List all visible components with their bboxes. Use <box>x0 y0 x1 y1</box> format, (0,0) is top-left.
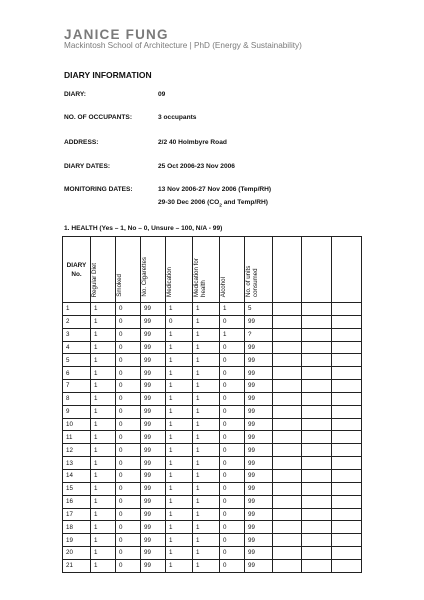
table-row <box>63 328 362 341</box>
table-cell: 1 <box>91 431 116 444</box>
table-cell: 1 <box>193 367 220 380</box>
table-cell: 99 <box>141 431 166 444</box>
table-cell: 1 <box>193 457 220 470</box>
empty-cell <box>302 482 332 495</box>
table-cell: 99 <box>141 444 166 457</box>
empty-cell <box>332 482 362 495</box>
empty-cell <box>302 367 332 380</box>
table-cell: 1 <box>220 328 245 341</box>
diary-number-cell: 11 <box>63 431 91 444</box>
table-cell: 1 <box>91 392 116 405</box>
table-cell: 99 <box>141 328 166 341</box>
table-cell: 1 <box>166 303 193 316</box>
table-cell: 0 <box>116 328 141 341</box>
table-cell: 99 <box>245 315 273 328</box>
table-cell: 0 <box>116 444 141 457</box>
table-cell: 99 <box>245 341 273 354</box>
table-cell: 1 <box>91 380 116 393</box>
table-row <box>63 315 362 328</box>
table-cell: 1 <box>166 354 193 367</box>
table-cell: 0 <box>116 457 141 470</box>
table-cell: 99 <box>141 418 166 431</box>
column-header: Medication for health <box>193 237 220 303</box>
table-cell: 99 <box>245 444 273 457</box>
table-cell: 99 <box>141 521 166 534</box>
table-cell: 1 <box>193 482 220 495</box>
table-cell: 0 <box>116 380 141 393</box>
column-header: Alcohol <box>220 237 245 303</box>
table-row <box>63 508 362 521</box>
table-row <box>63 495 362 508</box>
diary-number-cell: 9 <box>63 405 91 418</box>
table-cell: 1 <box>166 418 193 431</box>
empty-cell <box>302 328 332 341</box>
table-cell: 99 <box>245 547 273 560</box>
table-cell: 99 <box>141 534 166 547</box>
table-cell: 0 <box>166 315 193 328</box>
table-cell: 0 <box>220 431 245 444</box>
table-cell: 1 <box>166 521 193 534</box>
diary-number-cell: 10 <box>63 418 91 431</box>
empty-cell <box>332 534 362 547</box>
diary-dates-value: 25 Oct 2006-23 Nov 2006 <box>158 163 235 170</box>
empty-cell <box>273 418 302 431</box>
empty-cell <box>332 354 362 367</box>
table-cell: 1 <box>193 444 220 457</box>
column-header: Regular Diet <box>91 237 116 303</box>
table-row <box>63 482 362 495</box>
table-cell: 0 <box>220 521 245 534</box>
table-cell: 0 <box>116 341 141 354</box>
table-cell: 99 <box>141 354 166 367</box>
empty-cell <box>332 444 362 457</box>
table-cell: 1 <box>166 328 193 341</box>
table-cell: 0 <box>220 469 245 482</box>
empty-cell <box>332 380 362 393</box>
table-cell: 0 <box>116 431 141 444</box>
table-cell: 0 <box>116 315 141 328</box>
table-body <box>63 303 362 573</box>
table-cell: 1 <box>91 341 116 354</box>
table-cell: 1 <box>166 457 193 470</box>
table-cell: 1 <box>193 405 220 418</box>
table-row <box>63 469 362 482</box>
table-cell: 99 <box>245 482 273 495</box>
diary-no-header: DIARY No. <box>63 237 91 303</box>
author-affiliation: Mackintosh School of Architecture | PhD (Energy & Sustainability) <box>64 41 302 50</box>
empty-cell <box>273 444 302 457</box>
diary-number-cell: 20 <box>63 547 91 560</box>
table-cell: 1 <box>91 495 116 508</box>
empty-cell <box>302 431 332 444</box>
empty-cell <box>273 469 302 482</box>
empty-cell <box>302 469 332 482</box>
table-cell: 99 <box>245 534 273 547</box>
empty-cell <box>302 405 332 418</box>
table-cell: 1 <box>91 482 116 495</box>
table-cell: 0 <box>220 341 245 354</box>
empty-cell <box>302 380 332 393</box>
empty-cell <box>273 457 302 470</box>
table-row <box>63 457 362 470</box>
diary-number-cell: 8 <box>63 392 91 405</box>
table-cell: 1 <box>91 444 116 457</box>
empty-cell <box>273 431 302 444</box>
column-header: No. of units consumed <box>245 237 273 303</box>
table-cell: 1 <box>166 559 193 572</box>
table-cell: 99 <box>245 380 273 393</box>
empty-cell <box>273 328 302 341</box>
empty-cell <box>302 354 332 367</box>
empty-cell <box>273 315 302 328</box>
table-cell: 1 <box>166 482 193 495</box>
table-cell: 0 <box>220 534 245 547</box>
empty-cell <box>302 444 332 457</box>
empty-cell <box>302 303 332 316</box>
empty-cell <box>273 559 302 572</box>
table-cell: 0 <box>220 392 245 405</box>
table-cell: 1 <box>91 328 116 341</box>
table-cell: 99 <box>141 341 166 354</box>
table-cell: 1 <box>91 315 116 328</box>
table-cell: 0 <box>220 367 245 380</box>
empty-cell <box>332 521 362 534</box>
table-cell: 0 <box>220 495 245 508</box>
table-cell: 1 <box>91 469 116 482</box>
diary-number-cell: 5 <box>63 354 91 367</box>
diary-number-cell: 14 <box>63 469 91 482</box>
column-header: No. Cigarettes <box>141 237 166 303</box>
table-cell: 1 <box>193 328 220 341</box>
table-cell: 5 <box>245 303 273 316</box>
table-cell: 0 <box>220 559 245 572</box>
table-cell: 1 <box>193 508 220 521</box>
diary-number-cell: 3 <box>63 328 91 341</box>
table-cell: 99 <box>141 482 166 495</box>
table-cell: 99 <box>141 495 166 508</box>
empty-cell <box>332 328 362 341</box>
table-cell: 1 <box>193 559 220 572</box>
table-cell: 1 <box>193 521 220 534</box>
table-cell: 1 <box>166 392 193 405</box>
table-cell: 0 <box>116 495 141 508</box>
table-cell: 1 <box>166 495 193 508</box>
table-cell: 99 <box>245 367 273 380</box>
empty-column-header <box>302 237 332 303</box>
table-cell: 99 <box>141 303 166 316</box>
diary-number-cell: 15 <box>63 482 91 495</box>
table-cell: 0 <box>220 354 245 367</box>
empty-cell <box>273 482 302 495</box>
table-cell: 99 <box>245 418 273 431</box>
table-cell: 1 <box>166 341 193 354</box>
table-cell: 1 <box>166 534 193 547</box>
table-cell: 0 <box>220 482 245 495</box>
table-cell: 99 <box>141 405 166 418</box>
table-cell: 0 <box>220 418 245 431</box>
table-cell: 99 <box>141 380 166 393</box>
empty-cell <box>332 559 362 572</box>
empty-column-header <box>273 237 302 303</box>
empty-column-header <box>332 237 362 303</box>
table-cell: 0 <box>116 508 141 521</box>
table-cell: 0 <box>116 367 141 380</box>
empty-cell <box>273 354 302 367</box>
table-cell: 1 <box>166 547 193 560</box>
table-cell: 1 <box>91 303 116 316</box>
empty-cell <box>332 457 362 470</box>
table-cell: 0 <box>220 457 245 470</box>
table-row <box>63 367 362 380</box>
diary-dates-label: DIARY DATES: <box>64 163 111 170</box>
table-cell: ? <box>245 328 273 341</box>
table-cell: 0 <box>116 469 141 482</box>
table-cell: 0 <box>116 405 141 418</box>
table-cell: 1 <box>193 418 220 431</box>
table-row <box>63 559 362 572</box>
table-cell: 0 <box>116 354 141 367</box>
table-cell: 1 <box>91 418 116 431</box>
empty-cell <box>332 495 362 508</box>
diary-number-cell: 2 <box>63 315 91 328</box>
table-row <box>63 354 362 367</box>
table-row <box>63 418 362 431</box>
health-section-title: 1. HEALTH (Yes – 1, No – 0, Unsure – 100, N/A - 99) <box>64 225 223 232</box>
table-cell: 1 <box>193 303 220 316</box>
empty-cell <box>332 303 362 316</box>
monitoring-dates-label: MONITORING DATES: <box>64 186 133 193</box>
table-cell: 99 <box>245 508 273 521</box>
empty-cell <box>302 495 332 508</box>
table-cell: 1 <box>91 508 116 521</box>
table-cell: 99 <box>141 508 166 521</box>
table-cell: 0 <box>116 418 141 431</box>
table-cell: 1 <box>193 469 220 482</box>
diary-number-cell: 18 <box>63 521 91 534</box>
table-cell: 0 <box>220 380 245 393</box>
table-header-row <box>63 237 362 303</box>
empty-cell <box>332 367 362 380</box>
empty-cell <box>332 508 362 521</box>
empty-cell <box>332 341 362 354</box>
table-cell: 1 <box>166 431 193 444</box>
table-cell: 1 <box>193 547 220 560</box>
table-cell: 1 <box>91 457 116 470</box>
table-cell: 1 <box>220 303 245 316</box>
table-cell: 99 <box>141 559 166 572</box>
table-cell: 0 <box>116 559 141 572</box>
empty-cell <box>332 315 362 328</box>
diary-number-cell: 12 <box>63 444 91 457</box>
table-cell: 0 <box>220 444 245 457</box>
table-cell: 99 <box>245 354 273 367</box>
table-cell: 0 <box>116 303 141 316</box>
diary-number-cell: 16 <box>63 495 91 508</box>
occupants-value: 3 occupants <box>158 114 197 121</box>
section-title: DIARY INFORMATION <box>64 70 152 80</box>
table-cell: 0 <box>220 405 245 418</box>
table-cell: 1 <box>166 405 193 418</box>
empty-cell <box>302 547 332 560</box>
monitoring-dates-value-1: 13 Nov 2006-27 Nov 2006 (Temp/RH) <box>158 186 272 193</box>
table-row <box>63 303 362 316</box>
address-label: ADDRESS: <box>64 139 99 146</box>
table-cell: 99 <box>245 559 273 572</box>
table-cell: 99 <box>245 495 273 508</box>
table-cell: 0 <box>116 547 141 560</box>
diary-number-cell: 13 <box>63 457 91 470</box>
table-cell: 1 <box>91 547 116 560</box>
table-row <box>63 521 362 534</box>
empty-cell <box>302 534 332 547</box>
table-cell: 99 <box>141 315 166 328</box>
table-cell: 1 <box>91 354 116 367</box>
table-cell: 1 <box>91 559 116 572</box>
table-cell: 0 <box>220 315 245 328</box>
occupants-label: NO. OF OCCUPANTS: <box>64 114 133 121</box>
table-cell: 0 <box>220 547 245 560</box>
empty-cell <box>302 392 332 405</box>
table-cell: 1 <box>193 354 220 367</box>
table-row <box>63 392 362 405</box>
table-cell: 1 <box>193 315 220 328</box>
empty-cell <box>273 508 302 521</box>
empty-cell <box>332 405 362 418</box>
table-cell: 1 <box>193 392 220 405</box>
table-cell: 1 <box>193 341 220 354</box>
table-cell: 99 <box>245 405 273 418</box>
table-row <box>63 547 362 560</box>
author-name: JANICE FUNG <box>64 27 169 42</box>
diary-number-cell: 21 <box>63 559 91 572</box>
table-cell: 0 <box>116 521 141 534</box>
monitoring-dates-value-2: 29-30 Dec 2006 ($CO_2$ and Temp/RH) <box>158 199 268 209</box>
empty-cell <box>332 547 362 560</box>
column-header: Smoked <box>116 237 141 303</box>
table-row <box>63 431 362 444</box>
table-row <box>63 444 362 457</box>
table-cell: 0 <box>220 508 245 521</box>
empty-cell <box>332 418 362 431</box>
table-cell: 1 <box>91 367 116 380</box>
column-header: Medication <box>166 237 193 303</box>
table-cell: 0 <box>116 534 141 547</box>
table-cell: 1 <box>166 380 193 393</box>
table-cell: 1 <box>91 534 116 547</box>
table-cell: 99 <box>245 457 273 470</box>
table-cell: 1 <box>166 508 193 521</box>
table-cell: 1 <box>193 495 220 508</box>
diary-label: DIARY: <box>64 91 86 98</box>
table-cell: 99 <box>245 469 273 482</box>
table-cell: 1 <box>166 367 193 380</box>
table-cell: 99 <box>141 469 166 482</box>
empty-cell <box>273 521 302 534</box>
empty-cell <box>302 341 332 354</box>
empty-cell <box>273 367 302 380</box>
empty-cell <box>302 315 332 328</box>
table-cell: 1 <box>91 405 116 418</box>
table-row <box>63 380 362 393</box>
table-cell: 0 <box>116 392 141 405</box>
empty-cell <box>273 303 302 316</box>
empty-cell <box>273 547 302 560</box>
address-value: 2/2 40 Holmbyre Road <box>158 139 227 146</box>
table-cell: 99 <box>141 547 166 560</box>
table-cell: 99 <box>141 367 166 380</box>
empty-cell <box>332 469 362 482</box>
table-cell: 0 <box>116 482 141 495</box>
empty-cell <box>273 405 302 418</box>
diary-number-cell: 19 <box>63 534 91 547</box>
diary-number-cell: 4 <box>63 341 91 354</box>
diary-number-cell: 7 <box>63 380 91 393</box>
table-cell: 1 <box>193 380 220 393</box>
table-cell: 1 <box>166 469 193 482</box>
empty-cell <box>302 457 332 470</box>
empty-cell <box>302 559 332 572</box>
diary-value: 09 <box>158 91 166 98</box>
empty-cell <box>273 341 302 354</box>
table-cell: 1 <box>193 431 220 444</box>
table-cell: 1 <box>166 444 193 457</box>
table-cell: 1 <box>91 521 116 534</box>
table-cell: 99 <box>245 431 273 444</box>
diary-number-cell: 6 <box>63 367 91 380</box>
health-table <box>62 236 362 573</box>
empty-cell <box>273 392 302 405</box>
table-cell: 99 <box>141 392 166 405</box>
empty-cell <box>302 418 332 431</box>
empty-cell <box>332 392 362 405</box>
table-row <box>63 534 362 547</box>
empty-cell <box>273 495 302 508</box>
table-cell: 1 <box>193 534 220 547</box>
empty-cell <box>273 534 302 547</box>
empty-cell <box>332 431 362 444</box>
table-row <box>63 341 362 354</box>
diary-number-cell: 17 <box>63 508 91 521</box>
empty-cell <box>273 380 302 393</box>
table-row <box>63 405 362 418</box>
empty-cell <box>302 508 332 521</box>
table-cell: 99 <box>245 392 273 405</box>
diary-number-cell: 1 <box>63 303 91 316</box>
empty-cell <box>302 521 332 534</box>
table-cell: 99 <box>245 521 273 534</box>
table-cell: 99 <box>141 457 166 470</box>
